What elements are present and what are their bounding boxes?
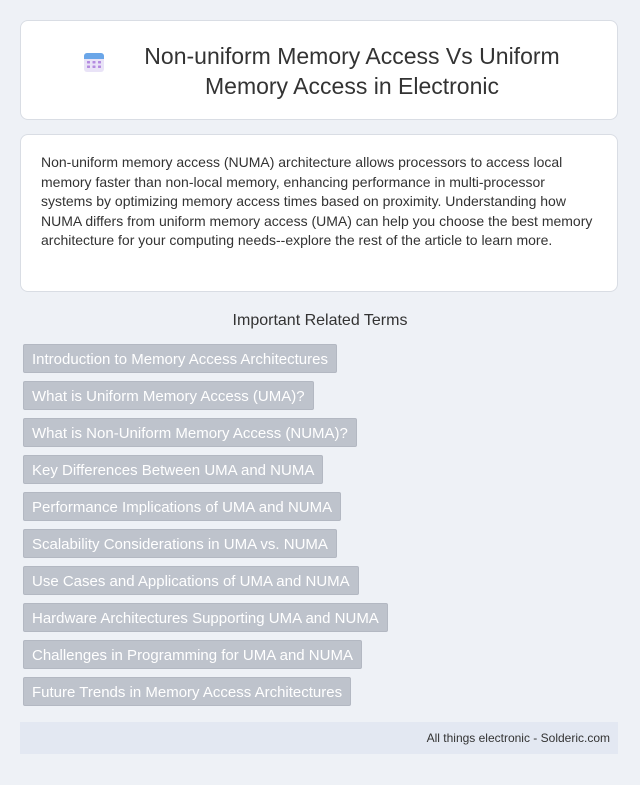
related-term-link[interactable]: Challenges in Programming for UMA and NUMA (23, 640, 362, 669)
related-term-link[interactable]: Use Cases and Applications of UMA and NUMA (23, 566, 359, 595)
intro-paragraph: Non-uniform memory access (NUMA) architecture allows processors to access local memory faster than non-local memory, enhancing performance in multi-processor systems by optimizing memory access times based on proximity. Understanding how NUMA differs from uniform memory access (UMA) can help you choose the best memory architecture for your computing needs--explore the rest of the article to learn more. (41, 154, 593, 249)
page-title: Non-uniform Memory Access Vs Uniform Memory Access in Electronic (144, 43, 560, 99)
title-card (20, 20, 618, 120)
footer-credit: All things electronic - Solderic.com (426, 731, 610, 745)
related-term-link[interactable]: Introduction to Memory Access Architectures (23, 344, 337, 373)
footer-bar (20, 722, 618, 754)
calendar-icon (83, 51, 105, 73)
related-term-link[interactable]: Future Trends in Memory Access Architectures (23, 677, 351, 706)
related-term-link[interactable]: What is Non-Uniform Memory Access (NUMA)? (23, 418, 357, 447)
related-terms-list (23, 344, 388, 714)
related-term-link[interactable]: Performance Implications of UMA and NUMA (23, 492, 341, 521)
related-term-link[interactable]: What is Uniform Memory Access (UMA)? (23, 381, 314, 410)
related-terms-heading: Important Related Terms (232, 312, 408, 329)
related-term-link[interactable]: Scalability Considerations in UMA vs. NUMA (23, 529, 337, 558)
related-term-link[interactable]: Key Differences Between UMA and NUMA (23, 455, 323, 484)
related-term-link[interactable]: Hardware Architectures Supporting UMA and NUMA (23, 603, 388, 632)
intro-card (20, 134, 618, 292)
